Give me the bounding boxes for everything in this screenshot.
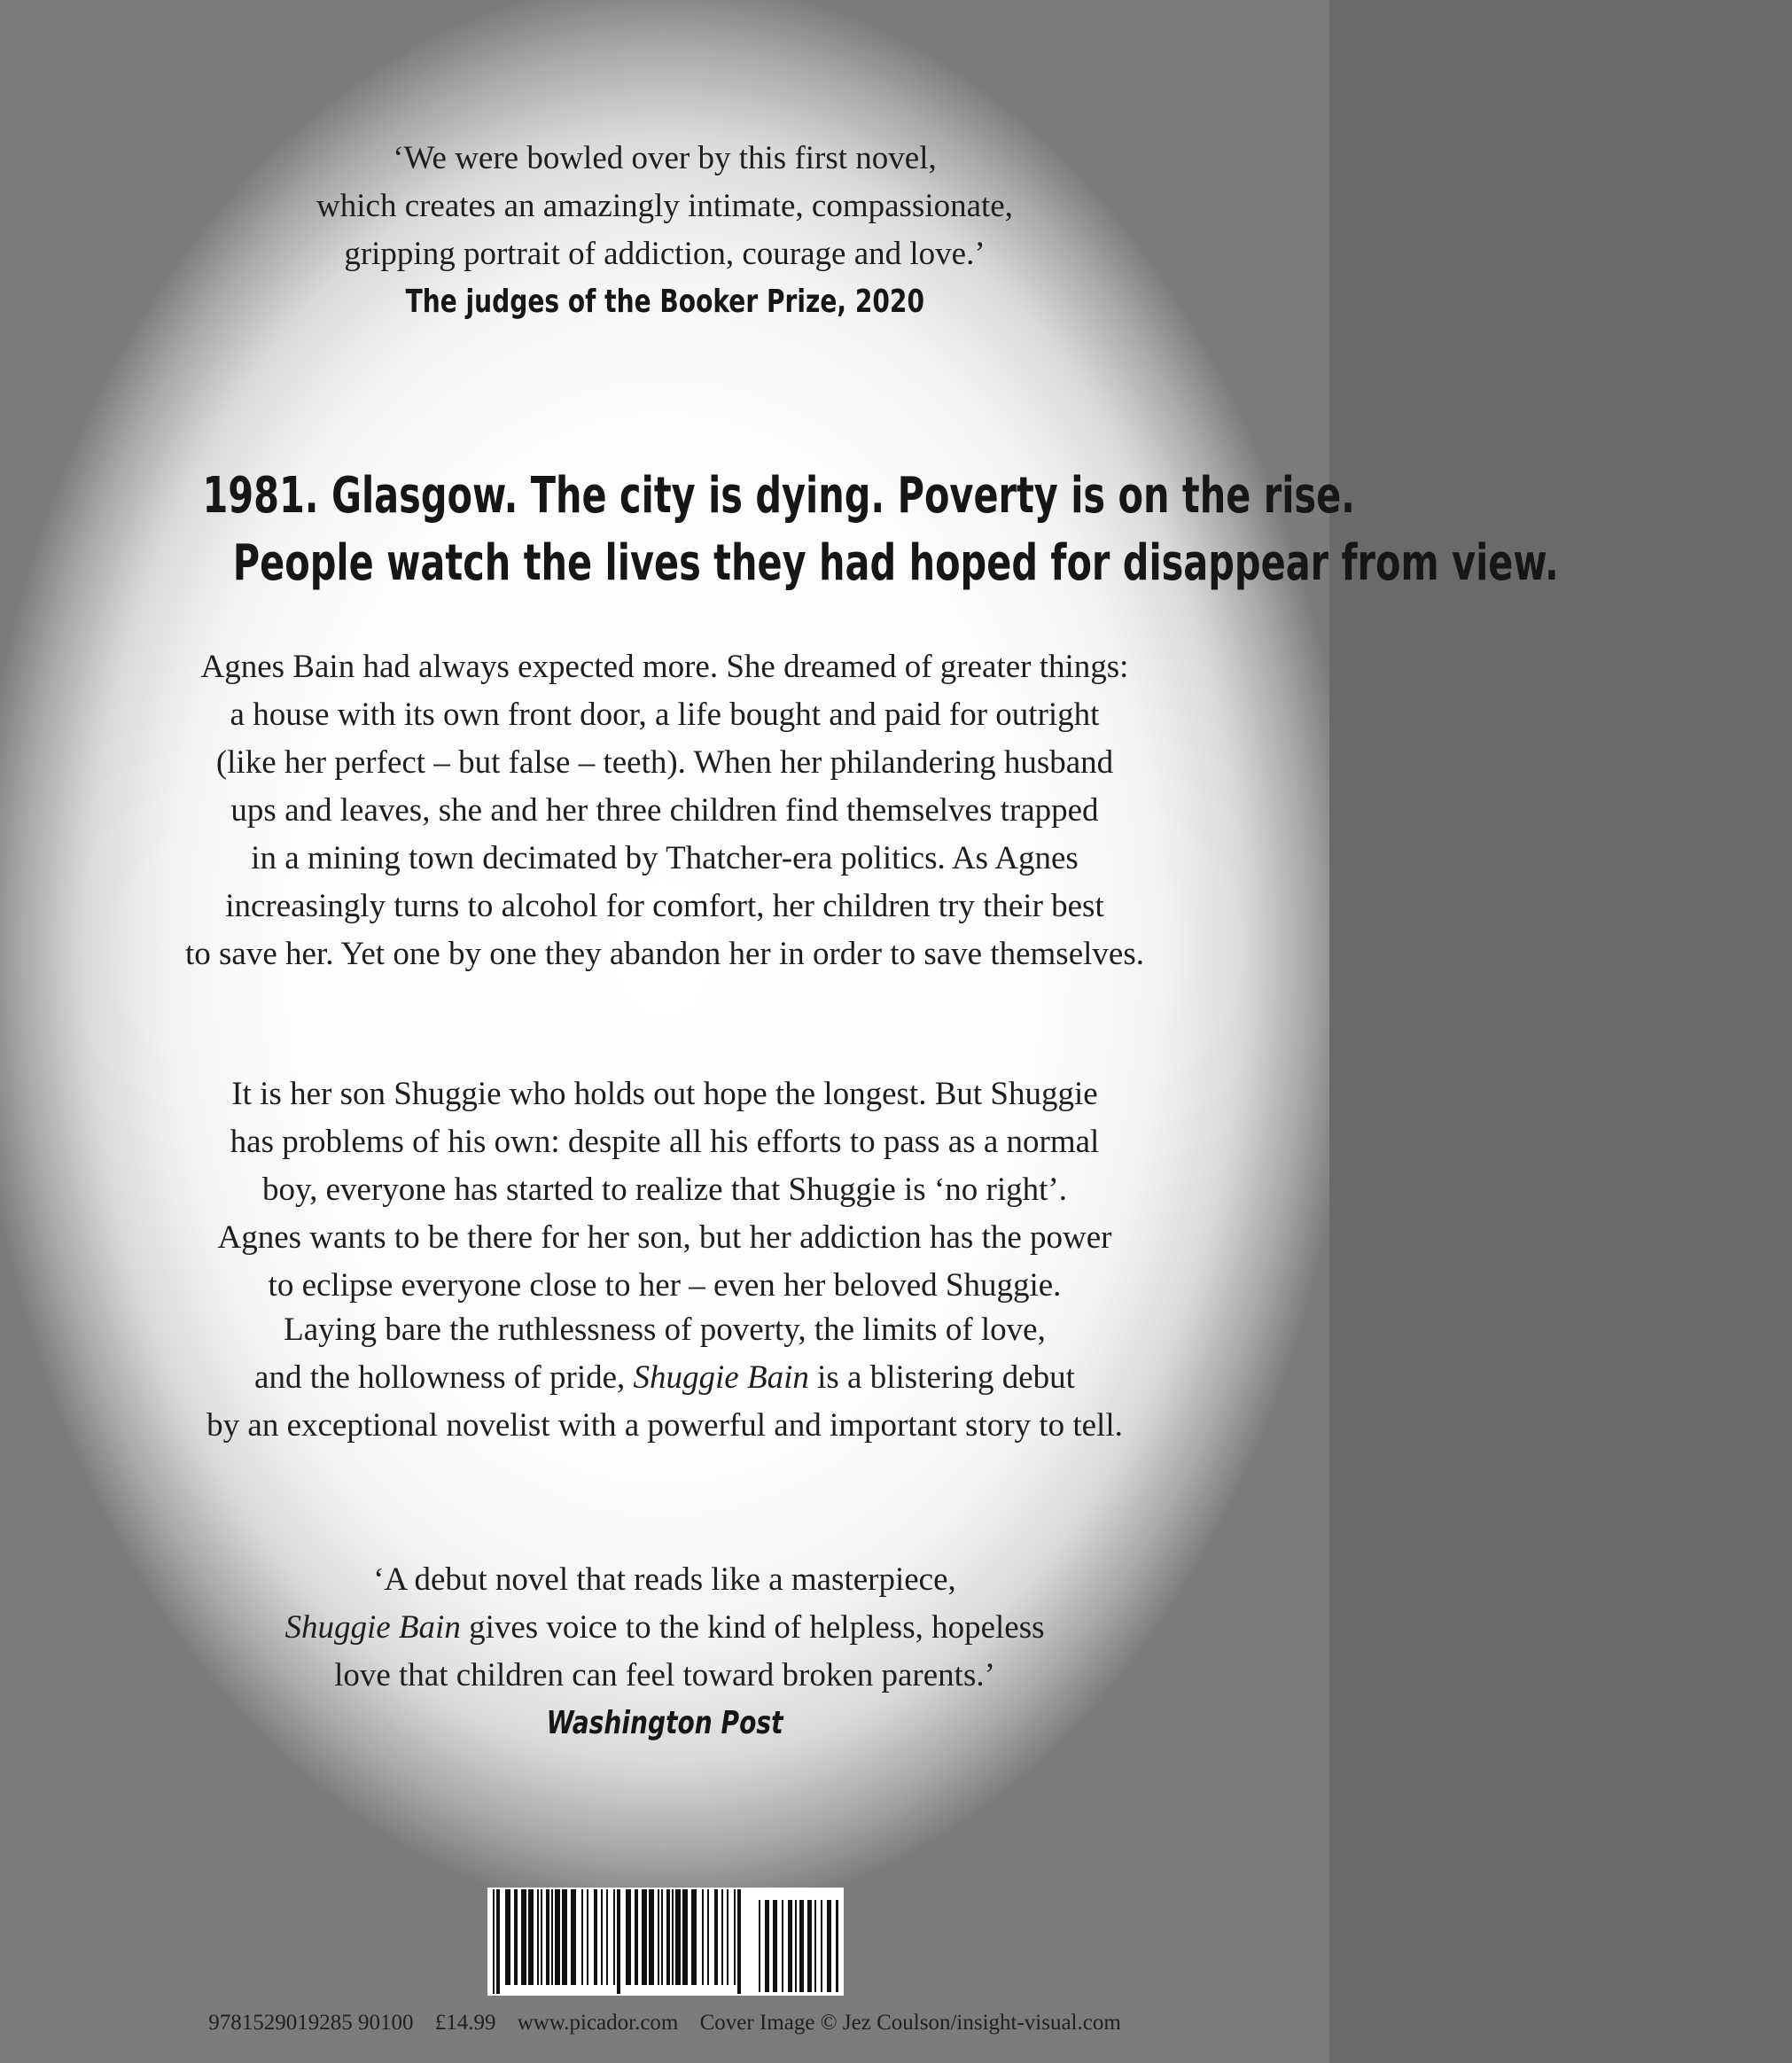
body-line: Laying bare the ruthlessness of poverty, the limits of love, bbox=[284, 1312, 1046, 1348]
barcode-bar bbox=[493, 1889, 495, 1994]
barcode-graphic bbox=[487, 1888, 844, 1996]
barcode-bar bbox=[799, 1900, 804, 1992]
barcode-bar bbox=[691, 1889, 697, 1985]
barcode-bar bbox=[661, 1889, 663, 1985]
barcode-bar bbox=[827, 1900, 831, 1992]
barcode-bar bbox=[551, 1889, 553, 1985]
book-title: Shuggie Bain bbox=[284, 1609, 461, 1646]
quote-line: ‘We were bowled over by this first novel, bbox=[393, 140, 937, 176]
barcode-bar bbox=[555, 1889, 560, 1985]
barcode-bar bbox=[649, 1889, 654, 1985]
barcode-bar bbox=[541, 1889, 542, 1985]
barcode-bar bbox=[821, 1900, 822, 1992]
barcode-bar bbox=[788, 1900, 792, 1992]
barcode-bar bbox=[617, 1889, 620, 1994]
barcode-bar bbox=[666, 1889, 670, 1985]
barcode-bar bbox=[571, 1889, 576, 1985]
barcode-bar bbox=[546, 1889, 549, 1985]
barcode-bar bbox=[505, 1889, 510, 1985]
body-line: It is her son Shuggie who holds out hope the longest. But Shuggie bbox=[231, 1076, 1098, 1112]
headline bbox=[0, 463, 1559, 597]
barcode-bar bbox=[773, 1900, 777, 1992]
booker-attribution: The judges of the Booker Prize, 2020 bbox=[405, 284, 924, 320]
body-line: by an exceptional novelist with a powerful and important story to tell. bbox=[206, 1407, 1123, 1444]
barcode-bar bbox=[613, 1889, 615, 1985]
body-line: in a mining town decimated by Thatcher-era politics. As Agnes bbox=[251, 840, 1079, 876]
barcode-bar bbox=[675, 1889, 681, 1985]
body-line: boy, everyone has started to realize that Shuggie is ‘no right’. bbox=[262, 1172, 1067, 1208]
barcode-bar bbox=[528, 1889, 534, 1985]
barcode-bar bbox=[581, 1889, 583, 1985]
body-line: increasingly turns to alcohol for comfort, her children try their best bbox=[225, 888, 1104, 924]
barcode-bar bbox=[562, 1889, 567, 1985]
barcode-bar bbox=[782, 1900, 783, 1992]
headline-line: People watch the lives they had hoped for disappear from view. bbox=[232, 534, 1559, 592]
body-line: to eclipse everyone close to her – even her beloved Shuggie. bbox=[268, 1267, 1062, 1304]
quote-line: gripping portrait of addiction, courage and love.’ bbox=[344, 236, 986, 272]
barcode-bar bbox=[765, 1900, 769, 1992]
barcode-bar bbox=[496, 1889, 500, 1994]
barcode-bar bbox=[759, 1900, 760, 1992]
body-line bbox=[0, 1354, 1329, 1402]
synopsis-paragraph-2 bbox=[0, 1070, 1329, 1310]
barcode-bar bbox=[836, 1900, 838, 1992]
price-text: £14.99 bbox=[434, 2011, 496, 2035]
quote-line: ‘A debut novel that reads like a masterpiece, bbox=[373, 1561, 956, 1598]
body-line: has problems of his own: despite all his efforts to pass as a normal bbox=[230, 1124, 1100, 1160]
barcode-bar bbox=[807, 1900, 812, 1992]
barcode-bar bbox=[737, 1889, 741, 1994]
body-line: a house with its own front door, a life bought and paid for outright bbox=[230, 697, 1100, 733]
body-line: Agnes Bain had always expected more. She dreamed of greater things: bbox=[200, 649, 1129, 685]
barcode-bar bbox=[658, 1889, 659, 1985]
washington-post-quote bbox=[0, 1556, 1329, 1746]
quote-line: which creates an amazingly intimate, compassionate, bbox=[316, 188, 1013, 224]
isbn-text: 9781529019285 90100 bbox=[208, 2011, 414, 2035]
body-text: and the hollowness of pride, bbox=[254, 1359, 634, 1396]
book-title: Shuggie Bain bbox=[633, 1359, 809, 1396]
barcode-bar bbox=[601, 1889, 603, 1985]
quote-line: love that children can feel toward broken parents.’ bbox=[334, 1657, 995, 1693]
barcode-bar bbox=[587, 1889, 588, 1985]
barcode-bar bbox=[606, 1889, 608, 1985]
barcode-bar bbox=[514, 1889, 518, 1985]
headline-line: 1981. Glasgow. The city is dying. Poverty is on the rise. bbox=[202, 467, 1355, 525]
synopsis-paragraph-3 bbox=[0, 1306, 1329, 1450]
quote-line bbox=[0, 1604, 1329, 1652]
body-line: Agnes wants to be there for her son, but her addiction has the power bbox=[217, 1219, 1112, 1256]
barcode-bar bbox=[594, 1889, 597, 1985]
barcode-bar bbox=[635, 1889, 638, 1985]
barcode-bar bbox=[714, 1889, 718, 1985]
body-line: ups and leaves, she and her three children find themselves trapped bbox=[230, 792, 1099, 829]
barcode-bar bbox=[795, 1900, 797, 1992]
barcode-bar bbox=[734, 1889, 736, 1985]
quote-text: gives voice to the kind of helpless, hopeless bbox=[460, 1609, 1045, 1646]
body-line: (like her perfect – but false – teeth). When her philandering husband bbox=[215, 744, 1114, 781]
barcode-bar bbox=[626, 1889, 631, 1985]
barcode-bar bbox=[721, 1889, 723, 1985]
cover-credit: Cover Image © Jez Coulson/insight-visual.com bbox=[699, 2011, 1121, 2035]
barcode-bar bbox=[707, 1889, 709, 1985]
washington-post-attribution: Washington Post bbox=[546, 1705, 783, 1741]
body-line: to save her. Yet one by one they abandon her in order to save themselves. bbox=[185, 936, 1144, 972]
barcode-bar bbox=[727, 1889, 728, 1985]
booker-quote bbox=[0, 135, 1329, 324]
barcode-bar bbox=[521, 1889, 526, 1985]
website-text: www.picador.com bbox=[517, 2011, 679, 2035]
barcode-bar bbox=[814, 1900, 816, 1992]
barcode-bar bbox=[682, 1889, 688, 1985]
synopsis-paragraph-1 bbox=[0, 643, 1329, 978]
barcode-bar bbox=[537, 1889, 539, 1985]
barcode-bar bbox=[642, 1889, 647, 1985]
body-text: is a blistering debut bbox=[808, 1359, 1075, 1396]
footer-line bbox=[0, 2008, 1329, 2038]
barcode-bar bbox=[702, 1889, 704, 1985]
barcode-bar bbox=[672, 1889, 674, 1985]
barcode bbox=[487, 1888, 844, 1996]
